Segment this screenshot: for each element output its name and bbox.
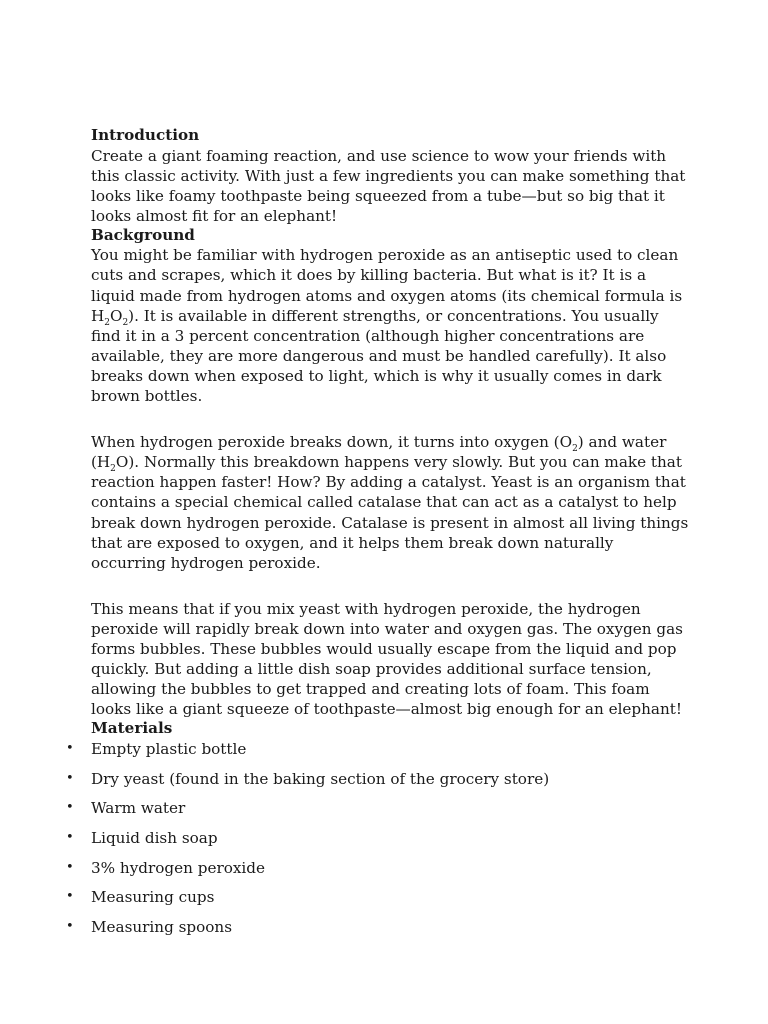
- paragraph-spacer: [91, 573, 691, 593]
- list-item: [66, 769, 691, 799]
- background-p1-text-a: You might be familiar with hydrogen peroxide as an antiseptic used to clean cuts and scrapes, which it does by killing bacteria. But what is it? It is a liquid made from hydrogen atoms and oxygen atoms (its chemical formula is H: [91, 246, 683, 325]
- list-item-label: Measuring spoons: [91, 917, 232, 936]
- bullet-icon: •: [66, 800, 74, 816]
- introduction-heading: Introduction: [91, 126, 200, 144]
- bullet-icon: •: [66, 829, 74, 845]
- bullet-icon: •: [66, 740, 74, 756]
- list-item: [66, 828, 691, 858]
- list-item-label: 3% hydrogen peroxide: [91, 858, 265, 877]
- document-content: [66, 126, 691, 947]
- list-item-label: Empty plastic bottle: [91, 739, 247, 758]
- background-p1-text-c: ). It is available in different strengths, or concentrations. You usually find it in a 3 percent concentration (although higher concentrations are available, they are more dangerous and must be handled carefully). It also breaks down when exposed to light, which is why it usually comes in dark brown bottles.: [91, 306, 667, 406]
- background-heading: Background: [91, 225, 195, 244]
- background-paragraph-2: [91, 432, 691, 573]
- background-p2-text-c: O). Normally this breakdown happens very slowly. But you can make that reaction happen faster! How? By adding a catalyst. Yeast is an organism that contains a special chemical called catalase that can act as a catalyst to help break down hydrogen peroxide. Catalase is present in almost all living things that are exposed to oxygen, and it helps them break down naturally occurring hydrogen peroxide.: [91, 453, 689, 572]
- background-p1-text-b: O: [109, 306, 123, 325]
- list-item: [66, 739, 691, 769]
- background-paragraph-3: This means that if you mix yeast with hydrogen peroxide, the hydrogen peroxide will rapidly break down into water and oxygen gas. The oxygen gas forms bubbles. These bubbles would usually escape from the liquid and pop quickly. But adding a little dish soap provides additional surface tension, allowing the bubbles to get trapped and creating lots of foam. This foam looks like a giant squeeze of toothpaste—almost big enough for an elephant!: [91, 599, 683, 719]
- list-item: [66, 858, 691, 888]
- materials-heading: Materials: [91, 719, 173, 738]
- list-item-label: Dry yeast (found in the baking section of the grocery store): [91, 769, 550, 788]
- introduction-paragraph: Create a giant foaming reaction, and use science to wow your friends with this classic activity. With just a few ingredients you can make something that looks like foamy toothpaste being squeezed from a tube—but so big that it looks almost fit for an elephant!: [91, 146, 686, 225]
- list-item: [66, 798, 691, 828]
- bullet-icon: •: [66, 859, 74, 875]
- paragraph-spacer: [91, 406, 691, 426]
- list-item: [66, 917, 691, 947]
- list-item-label: Warm water: [91, 799, 186, 818]
- list-item-label: Liquid dish soap: [91, 828, 218, 847]
- subscript: 2: [110, 464, 116, 475]
- background-p2-text-a: When hydrogen peroxide breaks down, it turns into oxygen (O: [91, 433, 573, 452]
- list-item-label: Measuring cups: [91, 888, 215, 907]
- materials-list: [66, 739, 691, 947]
- subscript: 2: [572, 444, 578, 455]
- subscript: 2: [122, 317, 129, 328]
- bullet-icon: •: [66, 770, 74, 786]
- bullet-icon: •: [66, 889, 74, 905]
- subscript: 2: [104, 317, 110, 328]
- background-paragraph-1: [91, 245, 691, 406]
- background-p2-text-b: ) and water (H: [91, 433, 667, 472]
- list-item: [66, 887, 691, 917]
- bullet-icon: •: [66, 918, 74, 934]
